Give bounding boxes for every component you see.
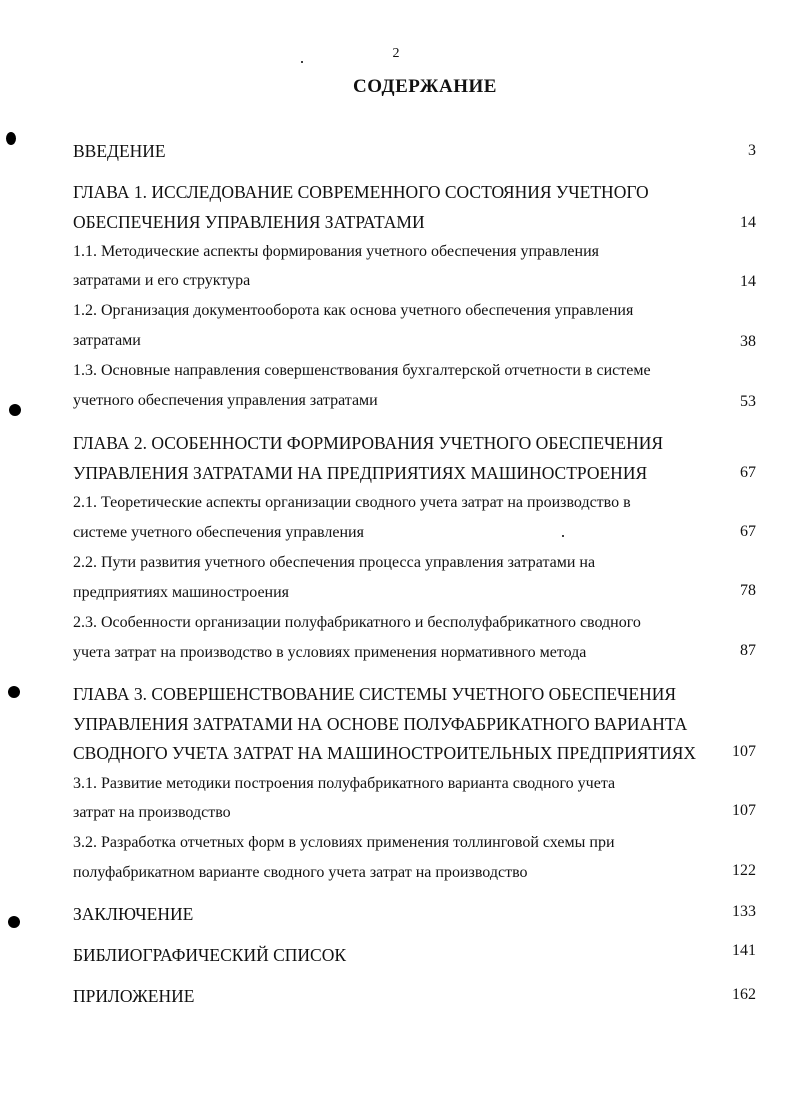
scan-speck <box>9 404 21 416</box>
toc-section-1-3-page: 53 <box>740 393 756 410</box>
scan-speck <box>301 61 303 63</box>
toc-section-2-3-page: 87 <box>740 642 756 659</box>
toc-section-2-1-page: 67 <box>740 523 756 540</box>
toc-section-1-2-page: 38 <box>740 333 756 350</box>
toc-section-3-2-line1: 3.2. Разработка отчетных форм в условиях применения толлинговой схемы при <box>73 834 615 851</box>
toc-section-3-2-page: 122 <box>732 862 756 879</box>
toc-chapter1-page: 14 <box>740 214 756 231</box>
toc-chapter2-line2: УПРАВЛЕНИЯ ЗАТРАТАМИ НА ПРЕДПРИЯТИЯХ МАШИНОСТРОЕНИЯ <box>73 463 648 483</box>
page-number: 2 <box>392 46 400 61</box>
toc-chapter2-line1: ГЛАВА 2. ОСОБЕННОСТИ ФОРМИРОВАНИЯ УЧЕТНОГО ОБЕСПЕЧЕНИЯ <box>73 433 664 453</box>
toc-section-1-3-line1: 1.3. Основные направления совершенствования бухгалтерской отчетности в системе <box>73 362 651 379</box>
toc-section-2-1-line2: системе учетного обеспечения управления <box>73 524 364 541</box>
toc-intro-page: 3 <box>748 142 756 159</box>
toc-chapter3-line3: СВОДНОГО УЧЕТА ЗАТРАТ НА МАШИНОСТРОИТЕЛЬНЫХ ПРЕДПРИЯТИЯХ <box>73 743 697 763</box>
toc-conclusion-title: ЗАКЛЮЧЕНИЕ <box>73 904 194 924</box>
toc-chapter3-page: 107 <box>732 743 756 760</box>
toc-section-2-3-line1: 2.3. Особенности организации полуфабрикатного и бесполуфабрикатного сводного <box>73 614 641 631</box>
toc-section-1-3-line2: учетного обеспечения управления затратами <box>73 392 378 409</box>
toc-section-1-2-line2: затратами <box>73 332 141 349</box>
toc-section-3-2-line2: полуфабрикатном варианте сводного учета затрат на производство <box>73 864 528 881</box>
toc-bibliography-title: БИБЛИОГРАФИЧЕСКИЙ СПИСОК <box>73 945 347 965</box>
scan-speck <box>6 132 16 145</box>
toc-chapter3-line1: ГЛАВА 3. СОВЕРШЕНСТВОВАНИЕ СИСТЕМЫ УЧЕТНОГО ОБЕСПЕЧЕНИЯ <box>73 684 677 704</box>
toc-chapter1-line2: ОБЕСПЕЧЕНИЯ УПРАВЛЕНИЯ ЗАТРАТАМИ <box>73 212 425 232</box>
toc-section-2-2-page: 78 <box>740 582 756 599</box>
toc-chapter2-page: 67 <box>740 464 756 481</box>
toc-chapter3-line2: УПРАВЛЕНИЯ ЗАТРАТАМИ НА ОСНОВЕ ПОЛУФАБРИКАТНОГО ВАРИАНТА <box>73 714 688 734</box>
page-title: СОДЕРЖАНИЕ <box>353 76 497 97</box>
toc-section-1-2-line1: 1.2. Организация документооборота как основа учетного обеспечения управления <box>73 302 634 319</box>
toc-section-1-1-line1: 1.1. Методические аспекты формирования учетного обеспечения управления <box>73 243 600 260</box>
toc-section-2-1-line1: 2.1. Теоретические аспекты организации сводного учета затрат на производство в <box>73 494 631 511</box>
toc-section-3-1-page: 107 <box>732 802 756 819</box>
toc-section-3-1-line2: затрат на производство <box>73 804 231 821</box>
scan-speck <box>8 686 20 698</box>
toc-section-2-3-line2: учета затрат на производство в условиях применения нормативного метода <box>73 644 587 661</box>
toc-conclusion-page: 133 <box>732 903 756 920</box>
toc-appendix-title: ПРИЛОЖЕНИЕ <box>73 986 195 1006</box>
toc-section-3-1-line1: 3.1. Развитие методики построения полуфабрикатного варианта сводного учета <box>73 775 616 792</box>
toc-bibliography-page: 141 <box>732 942 756 959</box>
toc-section-2-2-line1: 2.2. Пути развития учетного обеспечения процесса управления затратами на <box>73 554 596 571</box>
toc-intro-title: ВВЕДЕНИЕ <box>73 141 166 161</box>
scan-speck <box>8 916 20 928</box>
toc-section-2-2-line2: предприятиях машиностроения <box>73 584 290 601</box>
scan-speck <box>562 535 564 537</box>
toc-appendix-page: 162 <box>732 986 756 1003</box>
toc-chapter1-line1: ГЛАВА 1. ИССЛЕДОВАНИЕ СОВРЕМЕННОГО СОСТОЯНИЯ УЧЕТНОГО <box>73 182 649 202</box>
toc-section-1-1-page: 14 <box>740 273 756 290</box>
toc-section-1-1-line2: затратами и его структура <box>73 272 251 289</box>
